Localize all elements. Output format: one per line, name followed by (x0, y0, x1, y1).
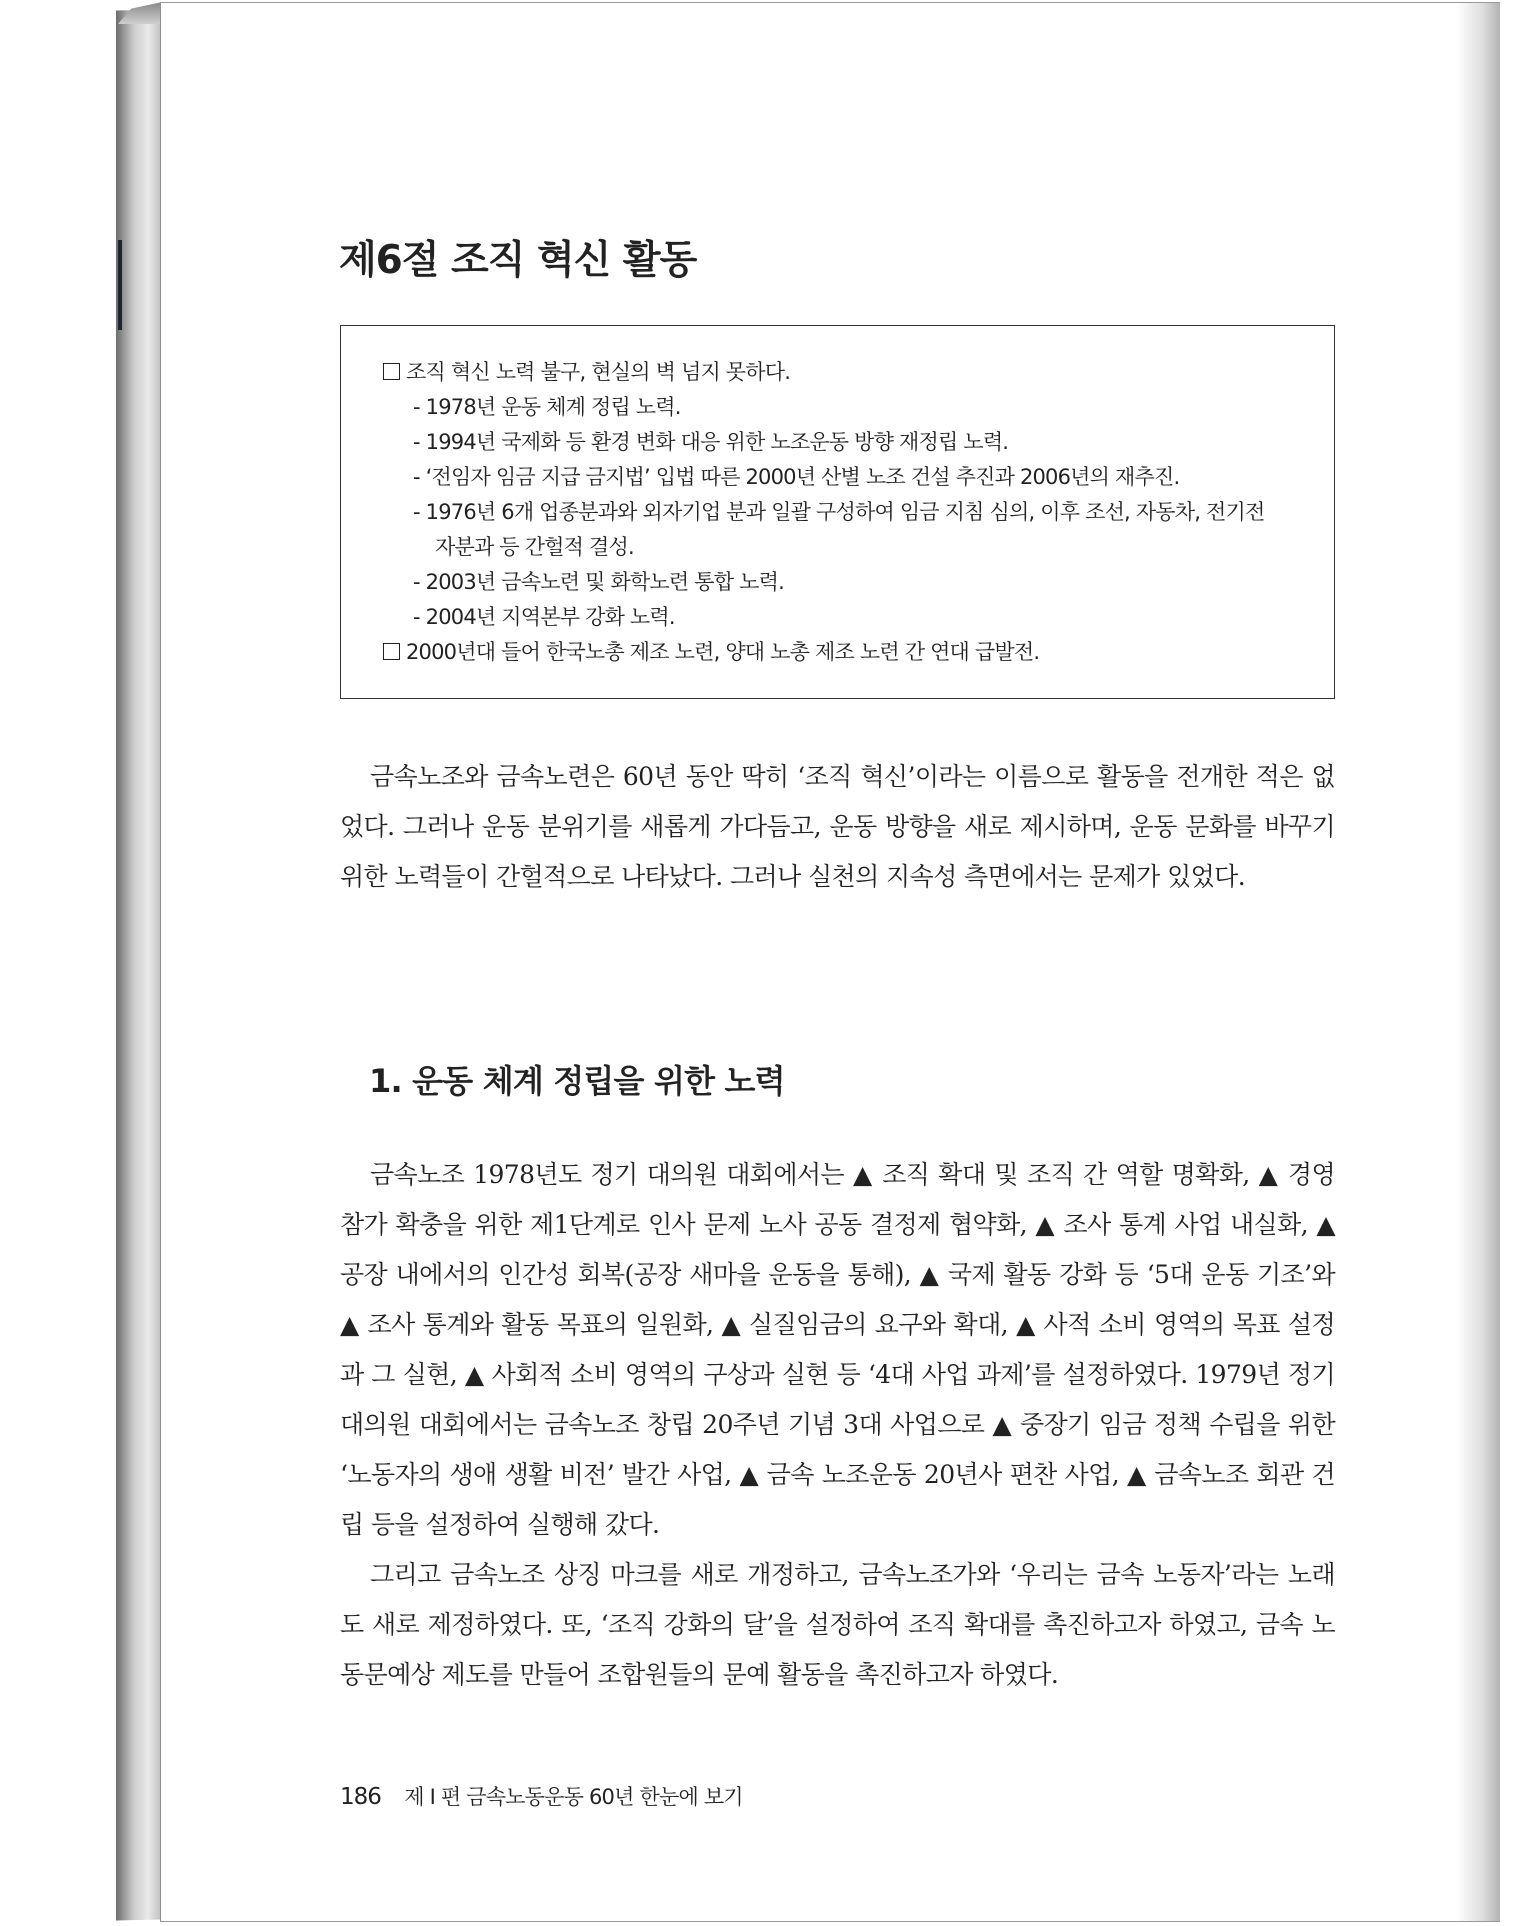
body-paragraph: 금속노조 1978년도 정기 대의원 대회에서는 ▲ 조직 확대 및 조직 간 역할 명확화, ▲ 경영 참가 확충을 위한 제1단계로 인사 문제 노사 공동 결정제 협약화, ▲ 조사 통계 사업 내실화, ▲ 공장 내에서의 인간성 회복(공장 새마을 운동을 통해), ▲ 국제 활동 강화 등 ‘5대 운동 기조’와 ▲ 조사 통계와 활동 목표의 일원화, ▲ 실질임금의 요구와 확대, ▲ 사적 소비 영역의 목표 설정과 그 실현, ▲ 사회적 소비 영역의 구상과 실현 등 ‘4대 사업 과제’를 설정하였다. 1979년 정기 대의원 대회에서는 금속노조 창립 20주년 기념 3대 사업으로 ▲ 중장기 임금 정책 수립을 위한 ‘노동자의 생애 생활 비전’ 발간 사업, ▲ 금속 노조운동 20년사 편찬 사업, ▲ 금속노조 회관 건립 등을 설정하여 실행해 갔다. (340, 1160, 1335, 1539)
running-title: 제 I 편 금속노동운동 60년 한눈에 보기 (404, 1785, 743, 1809)
summary-dash-item: - 1976년 6개 업종분과와 외자기업 분과 일괄 구성하여 임금 지침 심의, 이후 조선, 자동차, 전기전 (413, 500, 1265, 524)
summary-bullet-text: 2000년대 들어 한국노총 제조 노련, 양대 노총 제조 노련 간 연대 급발전. (406, 640, 1040, 664)
summary-bullet (383, 355, 1283, 390)
page-curl-shadow (1456, 3, 1500, 1921)
bookmark-ribbon (118, 240, 122, 330)
chapter-heading: 제6절 조직 혁신 활동 (339, 238, 697, 283)
summary-bullet (383, 635, 1283, 670)
checkbox-square-icon (383, 643, 400, 660)
summary-dash-item: - 1994년 국제화 등 환경 변화 대응 위한 노조운동 방향 재정립 노력. (413, 430, 1009, 454)
page-number: 186 (340, 1784, 381, 1810)
section-heading: 1. 운동 체계 정립을 위한 노력 (369, 1062, 785, 1100)
summary-dash-item-continuation: 자분과 등 간헐적 결성. (435, 535, 634, 559)
summary-bullet-text: 조직 혁신 노력 불구, 현실의 벽 넘지 못하다. (406, 360, 791, 384)
body-paragraph: 그리고 금속노조 상징 마크를 새로 개정하고, 금속노조가와 ‘우리는 금속 노동자’라는 노래도 새로 제정하였다. 또, ‘조직 강화의 달’을 설정하여 조직 확대를 촉진하고자 하였고, 금속 노동문예상 제도를 만들어 조합원들의 문예 활동을 촉진하고자 하였다. (340, 1560, 1335, 1689)
summary-dash-item: - 2004년 지역본부 강화 노력. (413, 605, 675, 629)
summary-dash-item: - 1978년 운동 체계 정립 노력. (413, 395, 681, 419)
book-page (160, 2, 1500, 1922)
summary-dash-item: - ‘전임자 임금 지급 금지법’ 입법 따른 2000년 산별 노조 건설 추진과 2006년의 재추진. (413, 465, 1180, 489)
body-paragraph: 금속노조와 금속노련은 60년 동안 딱히 ‘조직 혁신’이라는 이름으로 활동을 전개한 적은 없었다. 그러나 운동 분위기를 새롭게 가다듬고, 운동 방향을 새로 제시하며, 운동 문화를 바꾸기 위한 노력들이 간헐적으로 나타났다. 그러나 실천의 지속성 측면에서는 문제가 있었다. (340, 762, 1335, 891)
checkbox-square-icon (383, 363, 400, 380)
summary-list (383, 355, 1283, 670)
book-spine-edge (116, 10, 162, 1921)
page-footer (340, 1781, 743, 1811)
summary-dash-item: - 2003년 금속노련 및 화학노련 통합 노력. (413, 570, 784, 594)
